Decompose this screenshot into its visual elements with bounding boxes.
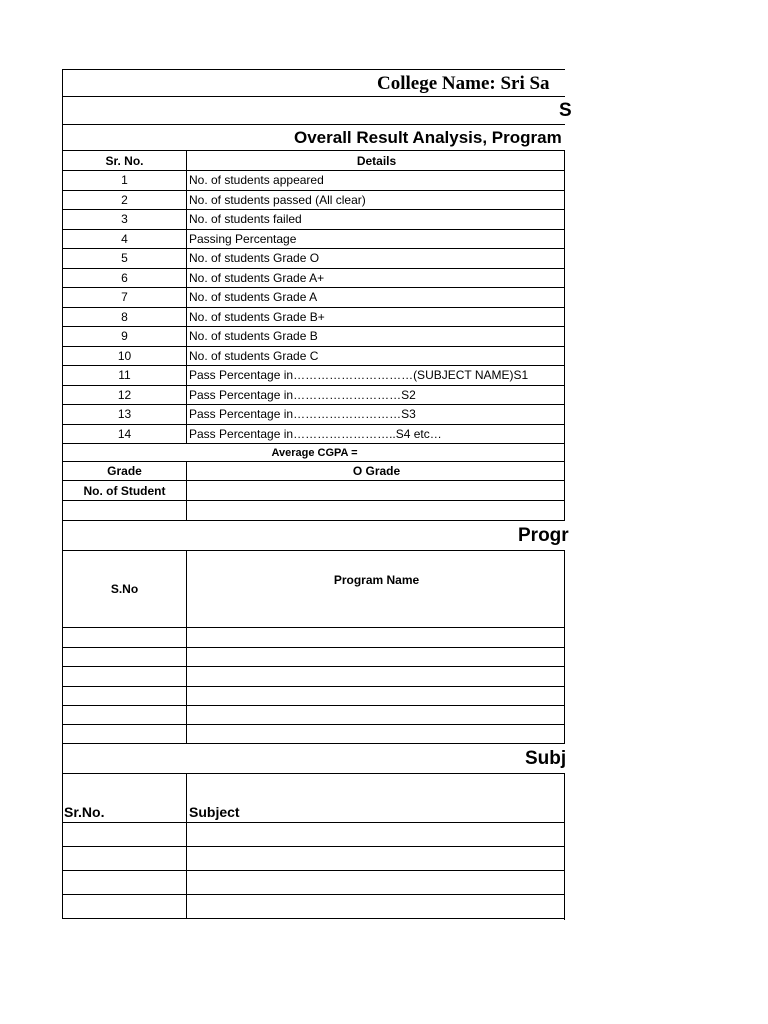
row-number: 7 [63,288,187,307]
average-cgpa-row [62,443,565,461]
table-row [62,365,565,385]
row-detail: Pass Percentage in………………………S3 [189,407,416,422]
table-row [62,385,565,405]
table-row [62,170,565,190]
average-cgpa-label: Average CGPA = [271,446,358,459]
empty-cell [187,823,566,846]
table-row [62,404,565,424]
sub-heading-row [62,96,572,124]
table-row [62,248,565,268]
row-detail: No. of students Grade A [189,290,318,305]
row-number: 2 [63,191,187,210]
table-row [62,326,565,346]
row-detail: No. of students appeared [189,173,324,188]
grade-label: Grade [63,462,187,480]
no-of-student-row [62,480,565,500]
row-number: 12 [63,386,187,405]
subject-section-title: Subj [525,748,567,769]
row-number: 8 [63,308,187,327]
o-grade-header: O Grade [352,464,401,478]
right-border-line [564,150,565,520]
empty-cell [187,628,566,647]
table-row [62,209,565,229]
table-row [62,894,565,919]
college-name-title: College Name: Sri Sa [377,73,550,94]
empty-cell [187,648,566,667]
empty-cell [187,871,566,894]
table-row [62,705,565,724]
row-number: 3 [63,210,187,229]
table-row [62,647,565,667]
srno-header: Sr. No. [63,151,187,170]
empty-cell [187,725,566,743]
row-number: 14 [63,425,187,444]
row-detail: Pass Percentage in……………………..S4 etc… [189,426,442,441]
table-row [62,822,565,846]
empty-cell [63,648,187,667]
empty-cell [63,895,187,918]
empty-cell [187,847,566,870]
program-section-title: Progr [518,525,569,546]
table-row [62,666,565,686]
table-row [62,846,565,870]
program-name-header: Program Name [333,573,420,587]
overall-title-row [62,124,565,150]
subject-header: Subject [189,804,240,820]
row-detail: No. of students Grade C [189,348,319,363]
table-row [62,686,565,706]
table-row [62,229,565,249]
empty-cell [187,687,566,706]
empty-cell [187,706,566,724]
empty-cell [63,628,187,647]
subject-srno-header: Sr.No. [63,774,187,822]
no-of-student-value [187,481,566,500]
row-detail: No. of students Grade B+ [189,309,325,324]
row-detail: Pass Percentage in………………………S2 [189,387,416,402]
overall-result-title: Overall Result Analysis, Program [294,128,562,147]
row-number: 9 [63,327,187,346]
row-number: 1 [63,171,187,190]
empty-cell [63,725,187,743]
row-detail: No. of students failed [189,212,302,227]
details-header: Details [356,153,397,168]
row-detail: Pass Percentage in…………………………(SUBJECT NAME)S1 [189,368,529,383]
row-number: 11 [63,366,187,385]
row-detail: No. of students Grade B [189,329,318,344]
empty-cell [63,823,187,846]
empty-cell [63,871,187,894]
empty-cell [63,667,187,686]
table1-header-row [62,150,565,170]
table-row [62,287,565,307]
table-row [62,268,565,288]
right-border-line [564,550,565,743]
empty-cell [187,895,566,918]
row-detail: Passing Percentage [189,231,297,246]
sub-heading-text: S [559,100,572,121]
row-number: 5 [63,249,187,268]
college-name-row [62,69,565,96]
table-row [62,724,565,743]
empty-cell [187,501,566,520]
grade-row [62,461,565,480]
empty-cell [63,706,187,724]
row-number: 4 [63,230,187,249]
row-detail: No. of students Grade O [189,251,320,266]
row-number: 13 [63,405,187,424]
empty-cell [63,687,187,706]
subject-header-row [62,773,565,822]
row-number: 10 [63,347,187,366]
right-border-line [564,773,565,920]
table-row [62,627,565,647]
row-detail: No. of students passed (All clear) [189,192,366,207]
no-of-student-label: No. of Student [63,481,187,500]
table-row [62,346,565,366]
table-row [62,500,565,520]
row-number: 6 [63,269,187,288]
subject-title-row [62,743,565,773]
empty-cell [63,501,187,520]
table-row [62,190,565,210]
program-header-row [62,550,565,627]
table-row [62,424,565,444]
empty-cell [187,667,566,686]
row-detail: No. of students Grade A+ [189,270,325,285]
empty-cell [63,847,187,870]
table-row [62,870,565,894]
table-row [62,307,565,327]
sno-header: S.No [63,551,187,627]
program-title-row [62,520,569,550]
